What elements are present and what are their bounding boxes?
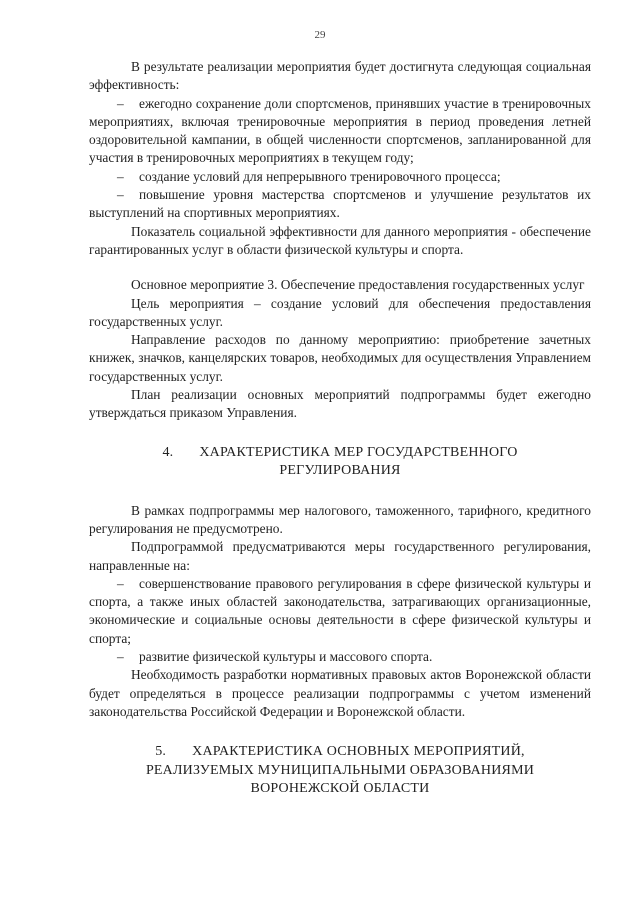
bullet-text: развитие физической культуры и массового спорта. <box>139 649 433 665</box>
heading-line: ХАРАКТЕРИСТИКА МЕР ГОСУДАРСТВЕННОГО <box>199 444 518 460</box>
heading-number: 5. <box>155 744 167 760</box>
section-heading-5 <box>89 743 591 799</box>
measure3-plan: План реализации основных мероприятий подпрограммы будет ежегодно утверждаться приказом Управления. <box>89 387 591 421</box>
heading-number: 4. <box>162 444 174 460</box>
heading-line: РЕГУЛИРОВАНИЯ <box>279 463 401 479</box>
dash-marker: – <box>117 649 124 665</box>
bullet-text: ежегодно сохранение доли спортсменов, принявших участие в тренировочных мероприятиях, включая тренировочные мероприятия в период проведения летней оздоровительной кампании, в общей численности спортсменов, запланированной для участия в тренировочных мероприятиях в текущем году; <box>89 95 591 166</box>
bullet-item <box>89 186 591 223</box>
bullet-item <box>89 648 591 666</box>
bullet-text: создание условий для непрерывного тренировочного процесса; <box>139 168 501 184</box>
dash-marker: – <box>117 575 124 591</box>
measure3-title: Основное мероприятие 3. Обеспечение предоставления государственных услуг <box>131 277 585 293</box>
measure3-goal: Цель мероприятия – создание условий для обеспечения предоставления государственных услуг. <box>89 295 591 329</box>
bullet-text: повышение уровня мастерства спортсменов и улучшение результатов их выступлений на спортивных мероприятиях. <box>89 187 591 221</box>
dash-marker: – <box>117 168 124 184</box>
bullet-item <box>89 95 591 168</box>
heading-line: РЕАЛИЗУЕМЫХ МУНИЦИПАЛЬНЫМИ ОБРАЗОВАНИЯМИ <box>145 762 535 778</box>
section2-intro: В результате реализации мероприятия будет достигнута следующая социальная эффективность: <box>89 59 591 93</box>
measure3-expenses: Направление расходов по данному мероприятию: приобретение зачетных книжек, значков, канцелярских товаров, необходимых для осуществления Управлением государственных услуг. <box>89 332 591 384</box>
document-body <box>89 58 591 799</box>
bullet-item <box>89 168 591 186</box>
section4-paragraph: Необходимость разработки нормативных правовых актов Воронежской области будет определяться в процессе реализации подпрограммы с учетом изменений законодательства Российской Федерации и Воронежской области. <box>89 667 591 719</box>
bullet-item <box>89 575 591 648</box>
section4-paragraph: В рамках подпрограммы мер налогового, таможенного, тарифного, кредитного регулирования не предусмотрено. <box>89 502 591 536</box>
indicator-paragraph: Показатель социальной эффективности для данного мероприятия - обеспечение гарантированных услуг в области физической культуры и спорта. <box>89 223 591 257</box>
dash-marker: – <box>117 187 124 203</box>
section4-paragraph: Подпрограммой предусматриваются меры государственного регулирования, направленные на: <box>89 539 591 573</box>
dash-marker: – <box>117 95 124 111</box>
heading-line: ХАРАКТЕРИСТИКА ОСНОВНЫХ МЕРОПРИЯТИЙ, <box>192 744 525 760</box>
bullet-text: совершенствование правового регулирования в сфере физической культуры и спорта, а также иных областей законодательства, затрагивающих организационные, экономические и социальные основы деятельности в сфере физической культуры и спорта; <box>89 575 591 646</box>
page-number: 29 <box>314 29 326 41</box>
heading-line: ВОРОНЕЖСКОЙ ОБЛАСТИ <box>250 781 430 797</box>
section-heading-4 <box>89 444 591 481</box>
